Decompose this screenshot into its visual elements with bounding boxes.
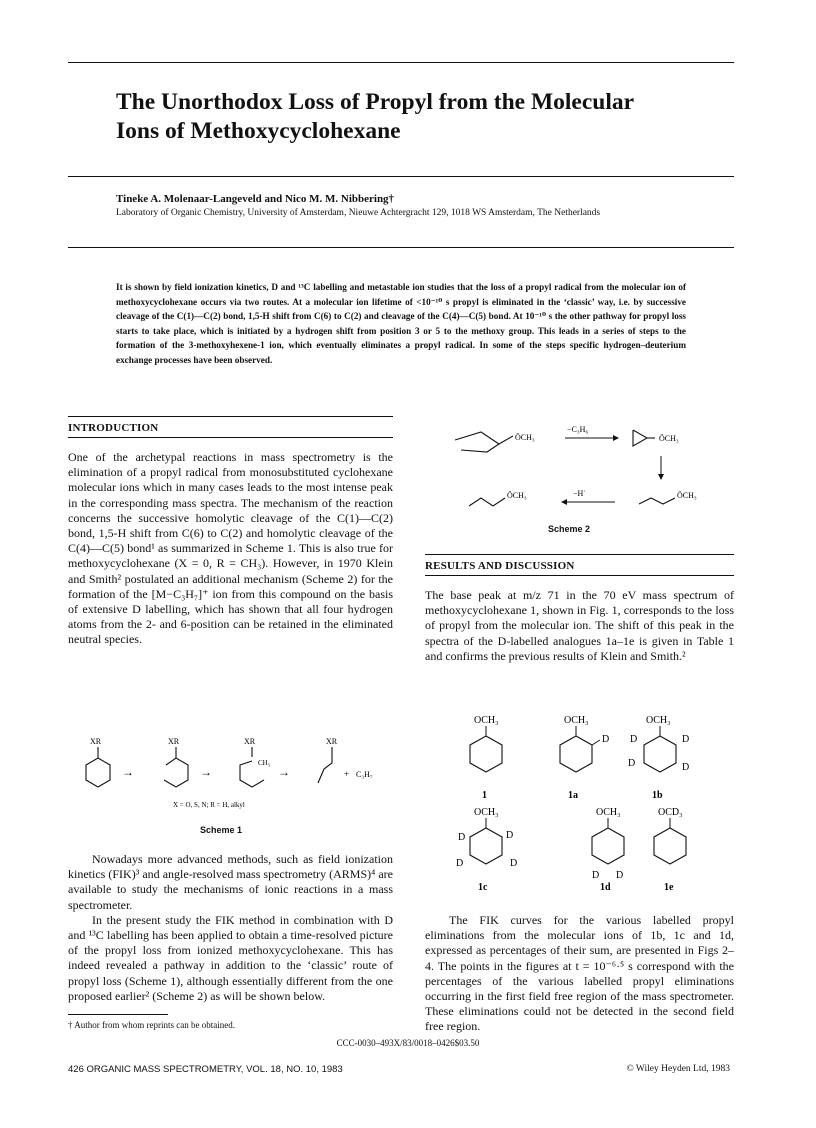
results-rule-bottom [425, 575, 734, 576]
compound-1d-och3: OCH₃ [596, 807, 621, 818]
scheme2-och3-3: ÖCH₃ [677, 491, 697, 500]
compound-1d [592, 807, 624, 893]
scheme2-molecule-4 [469, 498, 505, 506]
scheme1-radical: C₃H₇ [356, 770, 373, 779]
footer-journal: 426 ORGANIC MASS SPECTROMETRY, VOL. 18, NO. 10, 1983 [68, 1064, 343, 1075]
compound-1c-d4: D [510, 858, 518, 869]
authors: Tineke A. Molenaar-Langeveld and Nico M. M. Nibbering† [116, 193, 395, 205]
compound-1b-d1: D [630, 734, 638, 745]
compound-1e-label: 1e [664, 882, 674, 893]
compounds-figure [430, 712, 734, 902]
compound-1b-d3: D [628, 758, 636, 769]
compound-1c-d2: D [506, 830, 514, 841]
results-text-1 [425, 588, 734, 664]
scheme-1-figure [68, 735, 398, 815]
compound-1a [560, 715, 609, 801]
scheme2-och3-1: ÖCH₃ [515, 433, 535, 442]
scheme1-arrow-1: → [122, 765, 134, 779]
scheme2-arrowhead-1 [613, 435, 619, 441]
compound-1d-d1: D [592, 870, 600, 881]
introduction-rule-top [68, 416, 393, 417]
compound-1c-och3: OCH₃ [474, 807, 499, 818]
title-rule [68, 176, 734, 177]
scheme1-conditions: X = O, S, N; R = H, alkyl [173, 801, 245, 809]
scheme1-xr-4: XR [326, 737, 338, 746]
scheme1-plus: + [344, 769, 350, 779]
introduction-paragraph-3: In the present study the FIK method in combination with D and ¹³C labelling has been applied to obtain a time-resolved picture of the propyl loss from ionized methoxycyclohexane. This has indeed revealed a pathway in addition to the ‘classic’ route of propyl loss (Scheme 1), although essentially different from the one proposed earlier² (Scheme 2) as will be shown below. [68, 912, 393, 1003]
scheme1-molecule-3 [240, 747, 264, 787]
top-rule [68, 62, 734, 63]
footnote: † Author from whom reprints can be obtained. [68, 1020, 235, 1030]
ccc-code: CCC-0030–493X/83/0018–0426$03.50 [336, 1038, 480, 1048]
compound-1b [628, 715, 689, 801]
scheme1-xr-1: XR [90, 737, 102, 746]
footnote-rule [68, 1014, 168, 1015]
scheme1-arrow-3: → [278, 765, 290, 779]
abstract: It is shown by field ionization kinetics, D and ¹³C labelling and metastable ion studies that the loss of a propyl radical from the molecular ion of methoxycyclohexane occurs via two routes. At a molecular ion lifetime of <10⁻¹⁰ s propyl is eliminated in the ‘classic’ way, i.e. by successive cleavage of the C(1)—C(2) bond, 1,5-H shift from C(6) to C(2) and cleavage of the C(4)—C(5) bond. At 10⁻¹⁰ s the other pathway for propyl loss starts to take place, which is initiated by a hydrogen shift from position 3 or 5 to the methoxy group. This leads in a series of steps to the formation of the 3-methoxyhexene-1 ion, which eventually eliminates a propyl radical. In some of the steps specific hydrogen–deuterium exchange processes have been observed. [116, 282, 686, 365]
results-heading: RESULTS AND DISCUSSION [425, 560, 575, 572]
scheme1-molecule-4 [318, 747, 332, 783]
compound-1b-och3: OCH₃ [646, 715, 671, 726]
compound-1e-ocd3: OCD₃ [658, 807, 683, 818]
compound-1 [470, 715, 502, 801]
scheme1-molecule-2 [164, 747, 188, 787]
introduction-paragraph-2: Nowadays more advanced methods, such as field ionization kinetics (FIK)³ and angle-resolved mass spectrometry (ARMS)⁴ are available to study the mechanisms of ionic reactions in a mass spectrometer. [68, 852, 393, 912]
results-rule-top [425, 554, 734, 555]
affiliation-rule [68, 247, 734, 248]
scheme1-xr-3: XR [244, 737, 256, 746]
scheme2-molecule-3 [639, 498, 675, 504]
compound-1e [654, 807, 686, 893]
compound-1c-d3: D [456, 858, 464, 869]
scheme-2-figure [425, 418, 735, 518]
compound-1b-label: 1b [652, 790, 663, 801]
results-paragraph-1: The base peak at m/z 71 in the 70 eV mass spectrum of methoxycyclohexane 1, shown in Fig. 1, corresponds to the loss of propyl from the molecular ion. The shift of this peak in the spectra of the D-labelled analogues 1a–1e is given in Table 1 and confirms the previous results of Klein and Smith.² [425, 588, 734, 663]
compound-1-label: 1 [482, 790, 487, 801]
compound-1d-d2: D [616, 870, 624, 881]
introduction-heading: INTRODUCTION [68, 422, 159, 434]
scheme1-xr-2: XR [168, 737, 180, 746]
scheme2-molecule-2 [633, 430, 655, 446]
compound-1a-d: D [602, 734, 610, 745]
results-text-2 [425, 913, 734, 1035]
scheme1-ch3: CH₃ [258, 759, 271, 767]
introduction-paragraph-1: One of the archetypal reactions in mass spectrometry is the elimination of a propyl radical from monosubstituted cyclohexane molecular ions which in many cases leads to the most intense peak in the corresponding mass spectra. The mechanism of the reaction concerns the successive homolytic cleavage of the C(1)—C(2) bond, 1,5-H shift from C(6) to C(2) and homolytic cleavage of the C(4)—C(5) bond¹ as summarized in Scheme 1. This is also true for methoxycyclohexane (X = 0, R = CH₃). However, in 1970 Klein and Smith² postulated an additional mechanism (Scheme 2) for the formation of the [M−C₃H₇]⁺ ion from this compound on the basis of extensive D labelling, which has shown that all four hydrogen atoms from the 2- and 6-position can be retained in the eliminated neutral species. [68, 450, 393, 647]
compound-1a-label: 1a [568, 790, 578, 801]
compound-1c-label: 1c [478, 882, 488, 893]
compound-1d-label: 1d [600, 882, 611, 893]
scheme-2-caption: Scheme 2 [548, 524, 591, 534]
scheme-1-caption: Scheme 1 [200, 825, 243, 835]
introduction-text-2 [68, 852, 393, 1004]
scheme1-arrow-2: → [200, 765, 212, 779]
scheme2-och3-2: ÖCH₃ [659, 434, 679, 443]
scheme2-loss-h: −H˙ [573, 489, 586, 498]
scheme2-och3-4: ÖCH₃ [507, 491, 527, 500]
scheme2-molecule-1 [455, 432, 513, 452]
scheme1-molecule-1 [86, 747, 110, 787]
compound-1a-och3: OCH₃ [564, 715, 589, 726]
paper-title: The Unorthodox Loss of Propyl from the Molecular Ions of Methoxycyclohexane [116, 89, 634, 144]
scheme2-loss-propyl: −C₃H₆ [567, 425, 589, 434]
compound-1-och3: OCH₃ [474, 715, 499, 726]
results-paragraph-2: The FIK curves for the various labelled propyl eliminations from the molecular ions of 1b, 1c and 1d, expressed as percentages of their sum, are presented in Figs 2–4. The points in the figures at t = 10⁻⁶·⁵ s correspond with the percentages of the various labelled propyl eliminations occurring in the first field free region of the mass spectrometer. These eliminations could not be detected in the second field free region. [425, 913, 734, 1034]
compound-1c [456, 807, 517, 893]
scheme2-arrowhead-2 [658, 474, 664, 480]
footer-copyright: © Wiley Heyden Ltd, 1983 [626, 1064, 730, 1074]
compound-1b-d4: D [682, 762, 690, 773]
introduction-rule-bottom [68, 437, 393, 438]
affiliation: Laboratory of Organic Chemistry, University of Amsterdam, Nieuwe Achtergracht 129, 1018 WS Amsterdam, The Netherlands [116, 208, 601, 218]
scheme2-arrowhead-3 [561, 499, 567, 505]
compound-1c-d1: D [458, 832, 466, 843]
introduction-text-1 [68, 450, 393, 648]
compound-1b-d2: D [682, 734, 690, 745]
